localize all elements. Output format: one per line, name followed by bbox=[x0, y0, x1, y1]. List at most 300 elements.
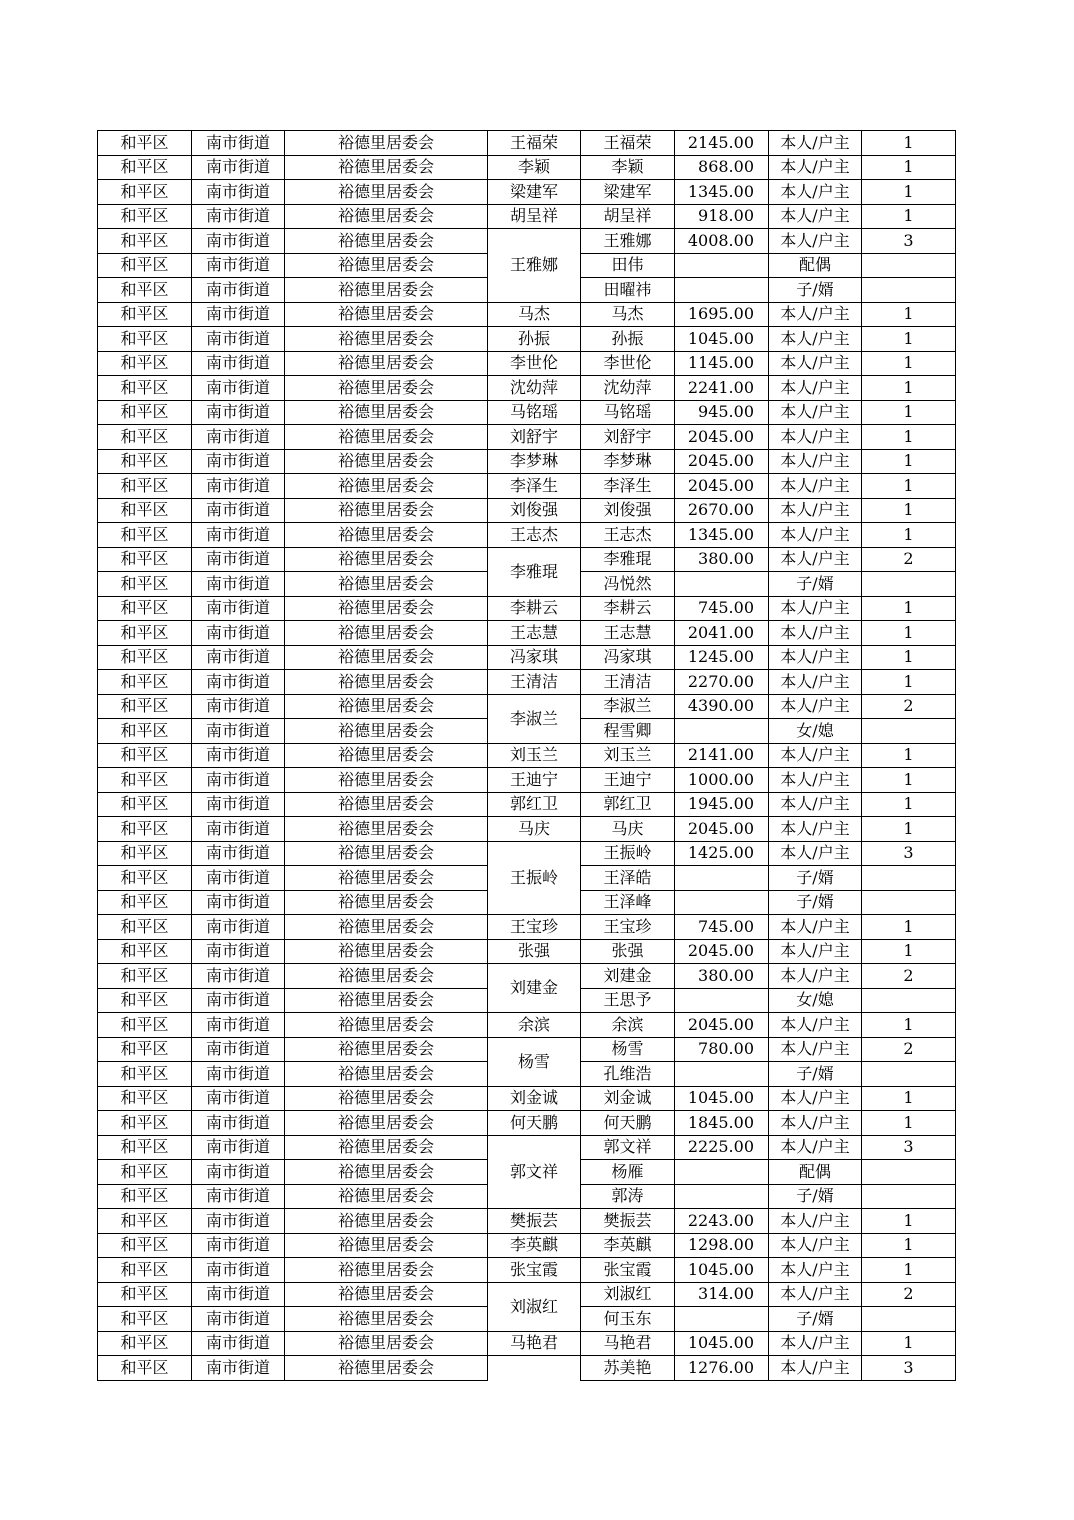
committee-cell: 裕德里居委会 bbox=[285, 915, 488, 940]
district-cell: 和平区 bbox=[98, 572, 192, 597]
member-name-cell: 苏美艳 bbox=[581, 1356, 675, 1381]
member-name-cell: 王清洁 bbox=[581, 670, 675, 695]
district-cell: 和平区 bbox=[98, 915, 192, 940]
member-name-cell: 李泽生 bbox=[581, 474, 675, 499]
committee-cell: 裕德里居委会 bbox=[285, 1160, 488, 1185]
district-cell: 和平区 bbox=[98, 939, 192, 964]
street-cell: 南市街道 bbox=[192, 645, 285, 670]
street-cell: 南市街道 bbox=[192, 155, 285, 180]
amount-cell: 1145.00 bbox=[675, 351, 769, 376]
street-cell: 南市街道 bbox=[192, 1086, 285, 1111]
table-row bbox=[98, 131, 956, 156]
household-size-cell: 1 bbox=[862, 768, 956, 793]
amount-cell: 918.00 bbox=[675, 204, 769, 229]
relation-cell: 子/婿 bbox=[769, 1307, 862, 1332]
table-row bbox=[98, 1282, 956, 1307]
amount-cell: 1298.00 bbox=[675, 1233, 769, 1258]
member-name-cell: 冯悦然 bbox=[581, 572, 675, 597]
relation-cell: 本人/户主 bbox=[769, 449, 862, 474]
household-head-cell: 李耕云 bbox=[488, 596, 581, 621]
household-size-cell: 1 bbox=[862, 1111, 956, 1136]
district-cell: 和平区 bbox=[98, 1209, 192, 1234]
member-name-cell: 刘舒宇 bbox=[581, 425, 675, 450]
street-cell: 南市街道 bbox=[192, 939, 285, 964]
table-row bbox=[98, 498, 956, 523]
household-size-cell: 1 bbox=[862, 449, 956, 474]
member-name-cell: 田曜祎 bbox=[581, 278, 675, 303]
household-head-cell: 孙振 bbox=[488, 327, 581, 352]
street-cell: 南市街道 bbox=[192, 204, 285, 229]
street-cell: 南市街道 bbox=[192, 1233, 285, 1258]
district-cell: 和平区 bbox=[98, 1135, 192, 1160]
household-head-cell: 王志杰 bbox=[488, 523, 581, 548]
street-cell: 南市街道 bbox=[192, 1209, 285, 1234]
household-size-cell: 1 bbox=[862, 596, 956, 621]
committee-cell: 裕德里居委会 bbox=[285, 572, 488, 597]
household-head-cell: 刘玉兰 bbox=[488, 743, 581, 768]
member-name-cell: 马艳君 bbox=[581, 1331, 675, 1356]
street-cell: 南市街道 bbox=[192, 694, 285, 719]
relation-cell: 子/婿 bbox=[769, 1062, 862, 1087]
relation-cell: 子/婿 bbox=[769, 1184, 862, 1209]
district-cell: 和平区 bbox=[98, 376, 192, 401]
member-name-cell: 王泽峰 bbox=[581, 890, 675, 915]
member-name-cell: 何天鹏 bbox=[581, 1111, 675, 1136]
amount-cell: 1425.00 bbox=[675, 841, 769, 866]
relation-cell: 本人/户主 bbox=[769, 645, 862, 670]
street-cell: 南市街道 bbox=[192, 670, 285, 695]
committee-cell: 裕德里居委会 bbox=[285, 1013, 488, 1038]
table-row bbox=[98, 1233, 956, 1258]
amount-cell: 1000.00 bbox=[675, 768, 769, 793]
committee-cell: 裕德里居委会 bbox=[285, 351, 488, 376]
amount-cell: 1345.00 bbox=[675, 523, 769, 548]
household-size-cell: 1 bbox=[862, 1086, 956, 1111]
district-cell: 和平区 bbox=[98, 1111, 192, 1136]
committee-cell: 裕德里居委会 bbox=[285, 547, 488, 572]
member-name-cell: 刘玉兰 bbox=[581, 743, 675, 768]
relation-cell: 子/婿 bbox=[769, 278, 862, 303]
street-cell: 南市街道 bbox=[192, 302, 285, 327]
household-head-cell: 王福荣 bbox=[488, 131, 581, 156]
table-row bbox=[98, 425, 956, 450]
district-cell: 和平区 bbox=[98, 131, 192, 156]
household-size-cell: 1 bbox=[862, 180, 956, 205]
member-name-cell: 郭文祥 bbox=[581, 1135, 675, 1160]
street-cell: 南市街道 bbox=[192, 1135, 285, 1160]
table-row bbox=[98, 155, 956, 180]
member-name-cell: 王迪宁 bbox=[581, 768, 675, 793]
district-cell: 和平区 bbox=[98, 1331, 192, 1356]
district-cell: 和平区 bbox=[98, 351, 192, 376]
relation-cell: 子/婿 bbox=[769, 572, 862, 597]
member-name-cell: 马铭瑶 bbox=[581, 400, 675, 425]
household-size-cell: 3 bbox=[862, 1135, 956, 1160]
district-cell: 和平区 bbox=[98, 1307, 192, 1332]
amount-cell bbox=[675, 866, 769, 891]
table-row bbox=[98, 964, 956, 989]
district-cell: 和平区 bbox=[98, 327, 192, 352]
table-row bbox=[98, 351, 956, 376]
district-cell: 和平区 bbox=[98, 523, 192, 548]
household-size-cell: 1 bbox=[862, 743, 956, 768]
amount-cell: 2145.00 bbox=[675, 131, 769, 156]
committee-cell: 裕德里居委会 bbox=[285, 474, 488, 499]
amount-cell: 1276.00 bbox=[675, 1356, 769, 1381]
district-cell: 和平区 bbox=[98, 425, 192, 450]
amount-cell: 4008.00 bbox=[675, 229, 769, 254]
relation-cell: 配偶 bbox=[769, 253, 862, 278]
household-head-cell: 王振岭 bbox=[488, 841, 581, 915]
district-cell: 和平区 bbox=[98, 253, 192, 278]
committee-cell: 裕德里居委会 bbox=[285, 278, 488, 303]
relation-cell: 本人/户主 bbox=[769, 498, 862, 523]
amount-cell: 1845.00 bbox=[675, 1111, 769, 1136]
member-name-cell: 张强 bbox=[581, 939, 675, 964]
household-head-cell: 王志慧 bbox=[488, 621, 581, 646]
member-name-cell: 郭涛 bbox=[581, 1184, 675, 1209]
committee-cell: 裕德里居委会 bbox=[285, 645, 488, 670]
member-name-cell: 胡呈祥 bbox=[581, 204, 675, 229]
street-cell: 南市街道 bbox=[192, 988, 285, 1013]
household-head-cell: 王雅娜 bbox=[488, 229, 581, 303]
committee-cell: 裕德里居委会 bbox=[285, 988, 488, 1013]
member-name-cell: 王思予 bbox=[581, 988, 675, 1013]
household-size-cell: 1 bbox=[862, 621, 956, 646]
district-cell: 和平区 bbox=[98, 400, 192, 425]
street-cell: 南市街道 bbox=[192, 768, 285, 793]
relation-cell: 本人/户主 bbox=[769, 670, 862, 695]
household-size-cell: 1 bbox=[862, 400, 956, 425]
table-row bbox=[98, 645, 956, 670]
committee-cell: 裕德里居委会 bbox=[285, 890, 488, 915]
household-size-cell: 1 bbox=[862, 302, 956, 327]
member-name-cell: 刘建金 bbox=[581, 964, 675, 989]
household-size-cell: 1 bbox=[862, 1209, 956, 1234]
committee-cell: 裕德里居委会 bbox=[285, 694, 488, 719]
amount-cell: 2045.00 bbox=[675, 817, 769, 842]
member-name-cell: 梁建军 bbox=[581, 180, 675, 205]
household-head-cell: 王清洁 bbox=[488, 670, 581, 695]
committee-cell: 裕德里居委会 bbox=[285, 1233, 488, 1258]
table-row bbox=[98, 817, 956, 842]
household-head-cell: 郭红卫 bbox=[488, 792, 581, 817]
street-cell: 南市街道 bbox=[192, 1062, 285, 1087]
district-cell: 和平区 bbox=[98, 890, 192, 915]
committee-cell: 裕德里居委会 bbox=[285, 817, 488, 842]
table-row bbox=[98, 400, 956, 425]
relation-cell: 本人/户主 bbox=[769, 376, 862, 401]
street-cell: 南市街道 bbox=[192, 498, 285, 523]
relation-cell: 本人/户主 bbox=[769, 1135, 862, 1160]
committee-cell: 裕德里居委会 bbox=[285, 596, 488, 621]
household-size-cell bbox=[862, 572, 956, 597]
household-size-cell bbox=[862, 988, 956, 1013]
amount-cell: 1345.00 bbox=[675, 180, 769, 205]
street-cell: 南市街道 bbox=[192, 1356, 285, 1381]
relation-cell: 本人/户主 bbox=[769, 547, 862, 572]
table-row bbox=[98, 939, 956, 964]
household-size-cell: 2 bbox=[862, 694, 956, 719]
committee-cell: 裕德里居委会 bbox=[285, 449, 488, 474]
committee-cell: 裕德里居委会 bbox=[285, 253, 488, 278]
amount-cell bbox=[675, 1307, 769, 1332]
table-row bbox=[98, 743, 956, 768]
street-cell: 南市街道 bbox=[192, 547, 285, 572]
committee-cell: 裕德里居委会 bbox=[285, 523, 488, 548]
street-cell: 南市街道 bbox=[192, 743, 285, 768]
amount-cell: 1045.00 bbox=[675, 327, 769, 352]
committee-cell: 裕德里居委会 bbox=[285, 1184, 488, 1209]
household-head-cell: 刘淑红 bbox=[488, 1282, 581, 1331]
household-head-cell: 沈幼萍 bbox=[488, 376, 581, 401]
street-cell: 南市街道 bbox=[192, 400, 285, 425]
member-name-cell: 王志慧 bbox=[581, 621, 675, 646]
table-row bbox=[98, 1331, 956, 1356]
household-size-cell: 2 bbox=[862, 1037, 956, 1062]
household-head-cell: 马铭瑶 bbox=[488, 400, 581, 425]
household-head-cell: 梁建军 bbox=[488, 180, 581, 205]
street-cell: 南市街道 bbox=[192, 1013, 285, 1038]
amount-cell: 2270.00 bbox=[675, 670, 769, 695]
district-cell: 和平区 bbox=[98, 229, 192, 254]
member-name-cell: 王宝珍 bbox=[581, 915, 675, 940]
household-size-cell: 2 bbox=[862, 964, 956, 989]
member-name-cell: 冯家琪 bbox=[581, 645, 675, 670]
household-size-cell: 1 bbox=[862, 1331, 956, 1356]
committee-cell: 裕德里居委会 bbox=[285, 1209, 488, 1234]
member-name-cell: 李梦琳 bbox=[581, 449, 675, 474]
street-cell: 南市街道 bbox=[192, 841, 285, 866]
committee-cell: 裕德里居委会 bbox=[285, 498, 488, 523]
district-cell: 和平区 bbox=[98, 1086, 192, 1111]
household-head-cell: 余滨 bbox=[488, 1013, 581, 1038]
district-cell: 和平区 bbox=[98, 1062, 192, 1087]
amount-cell: 314.00 bbox=[675, 1282, 769, 1307]
amount-cell: 1945.00 bbox=[675, 792, 769, 817]
household-size-cell: 3 bbox=[862, 229, 956, 254]
household-size-cell: 3 bbox=[862, 841, 956, 866]
committee-cell: 裕德里居委会 bbox=[285, 964, 488, 989]
member-name-cell: 张宝霞 bbox=[581, 1258, 675, 1283]
household-head-cell: 何天鹏 bbox=[488, 1111, 581, 1136]
household-head-cell: 刘俊强 bbox=[488, 498, 581, 523]
household-head-cell: 马杰 bbox=[488, 302, 581, 327]
district-cell: 和平区 bbox=[98, 1013, 192, 1038]
district-cell: 和平区 bbox=[98, 1184, 192, 1209]
amount-cell bbox=[675, 253, 769, 278]
member-name-cell: 田伟 bbox=[581, 253, 675, 278]
household-head-cell: 李世伦 bbox=[488, 351, 581, 376]
table-row bbox=[98, 302, 956, 327]
household-table bbox=[97, 130, 956, 1381]
street-cell: 南市街道 bbox=[192, 449, 285, 474]
district-cell: 和平区 bbox=[98, 278, 192, 303]
amount-cell bbox=[675, 1160, 769, 1185]
district-cell: 和平区 bbox=[98, 1037, 192, 1062]
street-cell: 南市街道 bbox=[192, 229, 285, 254]
street-cell: 南市街道 bbox=[192, 1037, 285, 1062]
amount-cell: 1045.00 bbox=[675, 1086, 769, 1111]
street-cell: 南市街道 bbox=[192, 1282, 285, 1307]
member-name-cell: 王志杰 bbox=[581, 523, 675, 548]
relation-cell: 配偶 bbox=[769, 1160, 862, 1185]
household-size-cell: 1 bbox=[862, 670, 956, 695]
table-row bbox=[98, 229, 956, 254]
relation-cell: 本人/户主 bbox=[769, 131, 862, 156]
district-cell: 和平区 bbox=[98, 792, 192, 817]
relation-cell: 本人/户主 bbox=[769, 474, 862, 499]
member-name-cell: 李雅琨 bbox=[581, 547, 675, 572]
household-size-cell bbox=[862, 719, 956, 744]
committee-cell: 裕德里居委会 bbox=[285, 1062, 488, 1087]
table-row bbox=[98, 768, 956, 793]
relation-cell: 本人/户主 bbox=[769, 1209, 862, 1234]
member-name-cell: 王福荣 bbox=[581, 131, 675, 156]
member-name-cell: 刘淑红 bbox=[581, 1282, 675, 1307]
committee-cell: 裕德里居委会 bbox=[285, 768, 488, 793]
amount-cell: 2045.00 bbox=[675, 425, 769, 450]
committee-cell: 裕德里居委会 bbox=[285, 1111, 488, 1136]
table-row bbox=[98, 596, 956, 621]
amount-cell: 2243.00 bbox=[675, 1209, 769, 1234]
amount-cell: 2241.00 bbox=[675, 376, 769, 401]
relation-cell: 女/媳 bbox=[769, 988, 862, 1013]
amount-cell: 945.00 bbox=[675, 400, 769, 425]
district-cell: 和平区 bbox=[98, 743, 192, 768]
household-head-cell: 张宝霞 bbox=[488, 1258, 581, 1283]
household-size-cell: 2 bbox=[862, 1282, 956, 1307]
relation-cell: 本人/户主 bbox=[769, 1037, 862, 1062]
household-size-cell: 2 bbox=[862, 547, 956, 572]
relation-cell: 本人/户主 bbox=[769, 425, 862, 450]
table-row bbox=[98, 1258, 956, 1283]
member-name-cell: 杨雪 bbox=[581, 1037, 675, 1062]
committee-cell: 裕德里居委会 bbox=[285, 670, 488, 695]
relation-cell: 本人/户主 bbox=[769, 1233, 862, 1258]
household-size-cell: 1 bbox=[862, 327, 956, 352]
street-cell: 南市街道 bbox=[192, 1111, 285, 1136]
amount-cell bbox=[675, 278, 769, 303]
street-cell: 南市街道 bbox=[192, 1160, 285, 1185]
district-cell: 和平区 bbox=[98, 1258, 192, 1283]
household-size-cell: 1 bbox=[862, 204, 956, 229]
committee-cell: 裕德里居委会 bbox=[285, 1037, 488, 1062]
street-cell: 南市街道 bbox=[192, 1331, 285, 1356]
amount-cell: 868.00 bbox=[675, 155, 769, 180]
relation-cell: 本人/户主 bbox=[769, 792, 862, 817]
district-cell: 和平区 bbox=[98, 547, 192, 572]
household-size-cell: 1 bbox=[862, 817, 956, 842]
household-head-cell: 王宝珍 bbox=[488, 915, 581, 940]
relation-cell: 本人/户主 bbox=[769, 180, 862, 205]
street-cell: 南市街道 bbox=[192, 376, 285, 401]
household-size-cell bbox=[862, 890, 956, 915]
amount-cell: 1045.00 bbox=[675, 1331, 769, 1356]
table-row bbox=[98, 1209, 956, 1234]
relation-cell: 本人/户主 bbox=[769, 1356, 862, 1381]
amount-cell bbox=[675, 988, 769, 1013]
table-row bbox=[98, 204, 956, 229]
household-size-cell: 1 bbox=[862, 792, 956, 817]
household-table-body bbox=[98, 131, 956, 1381]
table-row bbox=[98, 474, 956, 499]
table-row bbox=[98, 841, 956, 866]
relation-cell: 本人/户主 bbox=[769, 1258, 862, 1283]
street-cell: 南市街道 bbox=[192, 425, 285, 450]
household-head-cell: 冯家琪 bbox=[488, 645, 581, 670]
street-cell: 南市街道 bbox=[192, 278, 285, 303]
amount-cell: 2045.00 bbox=[675, 939, 769, 964]
street-cell: 南市街道 bbox=[192, 474, 285, 499]
household-head-cell: 马庆 bbox=[488, 817, 581, 842]
household-head-cell: 张强 bbox=[488, 939, 581, 964]
household-size-cell: 1 bbox=[862, 1233, 956, 1258]
district-cell: 和平区 bbox=[98, 768, 192, 793]
amount-cell: 1695.00 bbox=[675, 302, 769, 327]
street-cell: 南市街道 bbox=[192, 253, 285, 278]
amount-cell: 780.00 bbox=[675, 1037, 769, 1062]
household-size-cell: 1 bbox=[862, 425, 956, 450]
district-cell: 和平区 bbox=[98, 155, 192, 180]
table-row bbox=[98, 449, 956, 474]
member-name-cell: 何玉东 bbox=[581, 1307, 675, 1332]
committee-cell: 裕德里居委会 bbox=[285, 131, 488, 156]
member-name-cell: 马杰 bbox=[581, 302, 675, 327]
member-name-cell: 马庆 bbox=[581, 817, 675, 842]
household-head-cell: 刘金诚 bbox=[488, 1086, 581, 1111]
household-head-cell: 李颖 bbox=[488, 155, 581, 180]
member-name-cell: 李淑兰 bbox=[581, 694, 675, 719]
relation-cell: 子/婿 bbox=[769, 890, 862, 915]
household-head-cell: 李淑兰 bbox=[488, 694, 581, 743]
table-row bbox=[98, 670, 956, 695]
street-cell: 南市街道 bbox=[192, 596, 285, 621]
committee-cell: 裕德里居委会 bbox=[285, 302, 488, 327]
amount-cell: 380.00 bbox=[675, 964, 769, 989]
district-cell: 和平区 bbox=[98, 841, 192, 866]
relation-cell: 本人/户主 bbox=[769, 694, 862, 719]
household-head-cell: 刘建金 bbox=[488, 964, 581, 1013]
district-cell: 和平区 bbox=[98, 1282, 192, 1307]
street-cell: 南市街道 bbox=[192, 719, 285, 744]
street-cell: 南市街道 bbox=[192, 792, 285, 817]
street-cell: 南市街道 bbox=[192, 1307, 285, 1332]
household-head-cell: 刘舒宇 bbox=[488, 425, 581, 450]
household-size-cell bbox=[862, 253, 956, 278]
district-cell: 和平区 bbox=[98, 719, 192, 744]
household-head-cell: 郭文祥 bbox=[488, 1135, 581, 1209]
table-row bbox=[98, 1135, 956, 1160]
district-cell: 和平区 bbox=[98, 449, 192, 474]
member-name-cell: 刘金诚 bbox=[581, 1086, 675, 1111]
relation-cell: 子/婿 bbox=[769, 866, 862, 891]
street-cell: 南市街道 bbox=[192, 817, 285, 842]
district-cell: 和平区 bbox=[98, 1233, 192, 1258]
district-cell: 和平区 bbox=[98, 1160, 192, 1185]
district-cell: 和平区 bbox=[98, 866, 192, 891]
district-cell: 和平区 bbox=[98, 498, 192, 523]
relation-cell: 本人/户主 bbox=[769, 596, 862, 621]
relation-cell: 本人/户主 bbox=[769, 523, 862, 548]
district-cell: 和平区 bbox=[98, 1356, 192, 1381]
relation-cell: 本人/户主 bbox=[769, 155, 862, 180]
relation-cell: 本人/户主 bbox=[769, 1013, 862, 1038]
amount-cell: 2670.00 bbox=[675, 498, 769, 523]
household-head-cell: 李梦琳 bbox=[488, 449, 581, 474]
amount-cell bbox=[675, 1062, 769, 1087]
district-cell: 和平区 bbox=[98, 474, 192, 499]
